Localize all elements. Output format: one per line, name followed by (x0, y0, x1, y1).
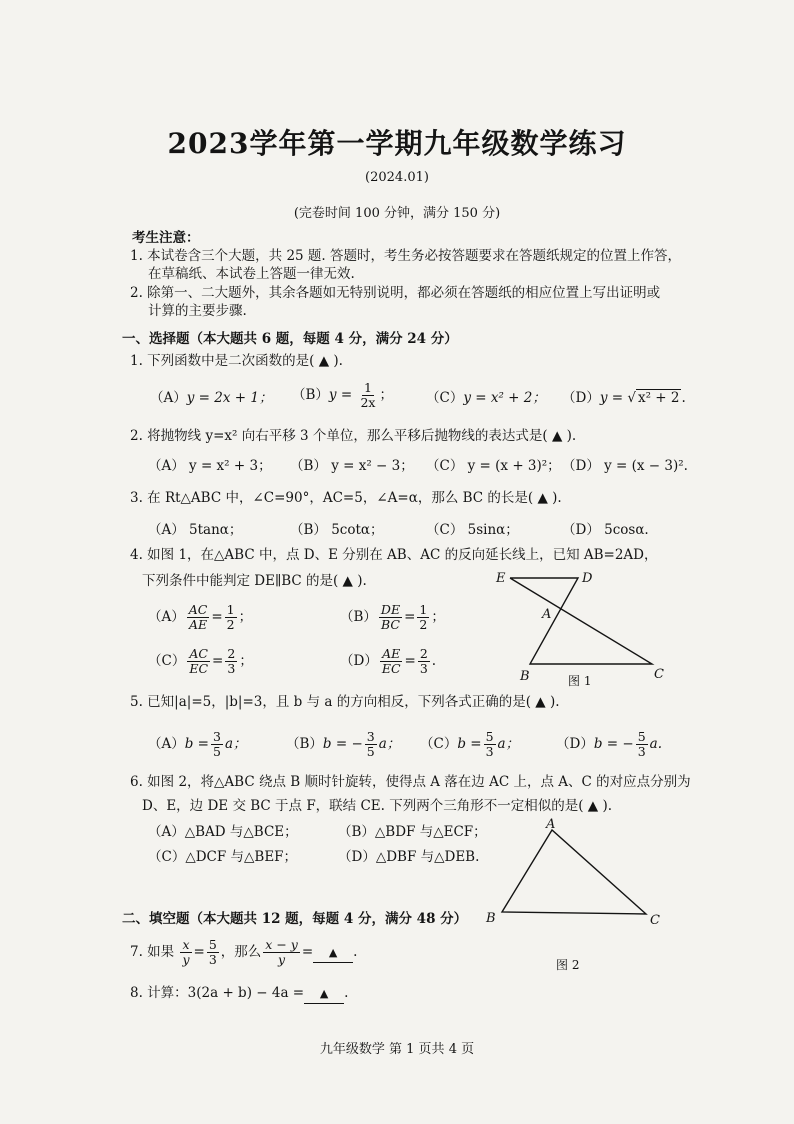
figure-1-label-c: C (654, 667, 664, 682)
q4-option-a: （A） $\frac{AC}{AE}$ = $\frac{1}{2}$ ； (148, 602, 253, 632)
figure-2-label-b: B (486, 911, 496, 926)
q2-option-b: （B） y = x² − 3； (290, 458, 414, 474)
exam-info: (完卷时间 100 分钟，满分 150 分) (293, 206, 501, 221)
q8-answer-blank: ▲ (304, 985, 344, 1004)
q5-stem: 5. 已知|a|=5，|b|=3，且 b 与 a 的方向相反，下列各式正确的是( ▲ ). (130, 694, 560, 710)
q4-option-b: （B） $\frac{DE}{BC}$ = $\frac{1}{2}$ ； (340, 602, 445, 632)
note-2-line-2: 计算的主要步骤. (148, 303, 247, 319)
q6-stem-line-2: D、E，边 DE 交 BC 于点 F，联结 CE. 下列两个三角形不一定相似的是( ▲ ). (142, 798, 613, 814)
q4-stem-line-1: 4. 如图 1，在△ABC 中，点 D、E 分别在 AB、AC 的反向延长线上，已知 AB=2AD， (130, 547, 658, 563)
figure-1-caption: 图 1 (568, 674, 592, 688)
figure-2-label-a: A (546, 817, 556, 832)
figure-2-label-c: C (650, 913, 660, 926)
figure-2-triangle (502, 830, 646, 914)
q1-stem: 1. 下列函数中是二次函数的是( ▲ ). (130, 353, 343, 369)
q3-option-b: （B） 5cotα； (290, 522, 384, 538)
section-2-heading: 二、填空题（本大题共 12 题，每题 4 分，满分 48 分） (122, 911, 468, 927)
exam-date: (2024.01) (365, 170, 429, 185)
q6-option-c: （C）△DCF 与△BEF； (148, 849, 298, 865)
q1-option-a: （A）y = 2x + 1； (150, 390, 273, 406)
q1-option-c: （C）y = x² + 2； (426, 390, 546, 406)
figure-1-triangle (510, 578, 652, 664)
figure-1 (490, 568, 690, 688)
q2-option-d: （D） y = (x − 3)². (562, 458, 688, 474)
figure-1-label-a: A (542, 607, 552, 622)
q3-option-a: （A） 5tanα； (148, 522, 243, 538)
q1-option-d: （D）y = √ x² + 2 . (562, 390, 686, 406)
page-title: 2023学年第一学期九年级数学练习 (167, 127, 627, 160)
section-1-heading: 一、选择题（本大题共 6 题，每题 4 分，满分 24 分） (122, 331, 458, 347)
q2-option-c: （C） y = (x + 3)²； (426, 458, 561, 474)
q4-stem-line-2: 下列条件中能判定 DE∥BC 的是( ▲ ). (142, 573, 367, 589)
q6-option-a: （A）△BAD 与△BCE； (148, 824, 298, 840)
figure-1-label-b: B (520, 669, 530, 684)
q4-option-d: （D） $\frac{AE}{EC}$ = $\frac{2}{3}$ . (340, 646, 437, 676)
q3-option-c: （C） 5sinα； (426, 522, 519, 538)
q7-answer-blank: ▲ (313, 944, 353, 963)
notes-heading: 考生注意： (132, 230, 200, 246)
q3-stem: 3. 在 Rt△ABC 中，∠C=90°，AC=5，∠A=α，那么 BC 的长是( ▲ ). (130, 490, 562, 506)
note-1-line-2: 在草稿纸、本试卷上答题一律无效. (148, 266, 355, 282)
q3-option-d: （D） 5cosα. (562, 522, 649, 538)
q6-option-d: （D）△DBF 与△DEB. (338, 849, 480, 865)
q2-stem: 2. 将抛物线 y=x² 向右平移 3 个单位，那么平移后抛物线的表达式是( ▲ ). (130, 428, 577, 444)
q5-option-a: （A）b = $\frac{3}{5}$ a； (148, 729, 247, 759)
q8: 8. 计算：3(2a + b) − 4a = ▲ . (130, 984, 348, 1004)
q5-option-c: （C）b = $\frac{5}{3}$ a； (420, 729, 520, 759)
figure-2-caption: 图 2 (556, 958, 580, 972)
note-1-line-1: 1. 本试卷含三个大题，共 25 题. 答题时，考生务必按答题要求在答题纸规定的位置上作答， (130, 248, 682, 264)
q6-stem-line-1: 6. 如图 2，将△ABC 绕点 B 顺时针旋转，使得点 A 落在边 AC 上，点 A、C 的对应点分别为 (130, 774, 691, 790)
note-2-line-1: 2. 除第一、二大题外，其余各题如无特别说明，都必须在答题纸的相应位置上写出证明或 (130, 285, 661, 301)
q4-option-c: （C） $\frac{AC}{EC}$ = $\frac{2}{3}$ ； (148, 646, 253, 676)
page-footer: 九年级数学 第 1 页共 4 页 (319, 1042, 475, 1057)
q2-option-a: （A） y = x² + 3； (148, 458, 272, 474)
q1-b-fraction: $\frac{1}{2x}$ (360, 380, 376, 410)
q1-option-b: （B）y = $\frac{1}{2x}$ ； (292, 380, 393, 410)
q5-option-b: （B）b = − $\frac{3}{5}$ a； (286, 729, 401, 759)
figure-1-label-e: E (496, 571, 506, 586)
q6-option-b: （B）△BDF 与△ECF； (338, 824, 487, 840)
q7: 7. 如果 $\frac{x}{y}$ = $\frac{5}{3}$ ，那么 $\frac{x - y}{y}$ = ▲ . (130, 937, 358, 967)
figure-2 (484, 816, 674, 926)
q5-option-d: （D）b = − $\frac{5}{3}$ a. (556, 729, 662, 759)
figure-1-label-d: D (582, 571, 593, 586)
